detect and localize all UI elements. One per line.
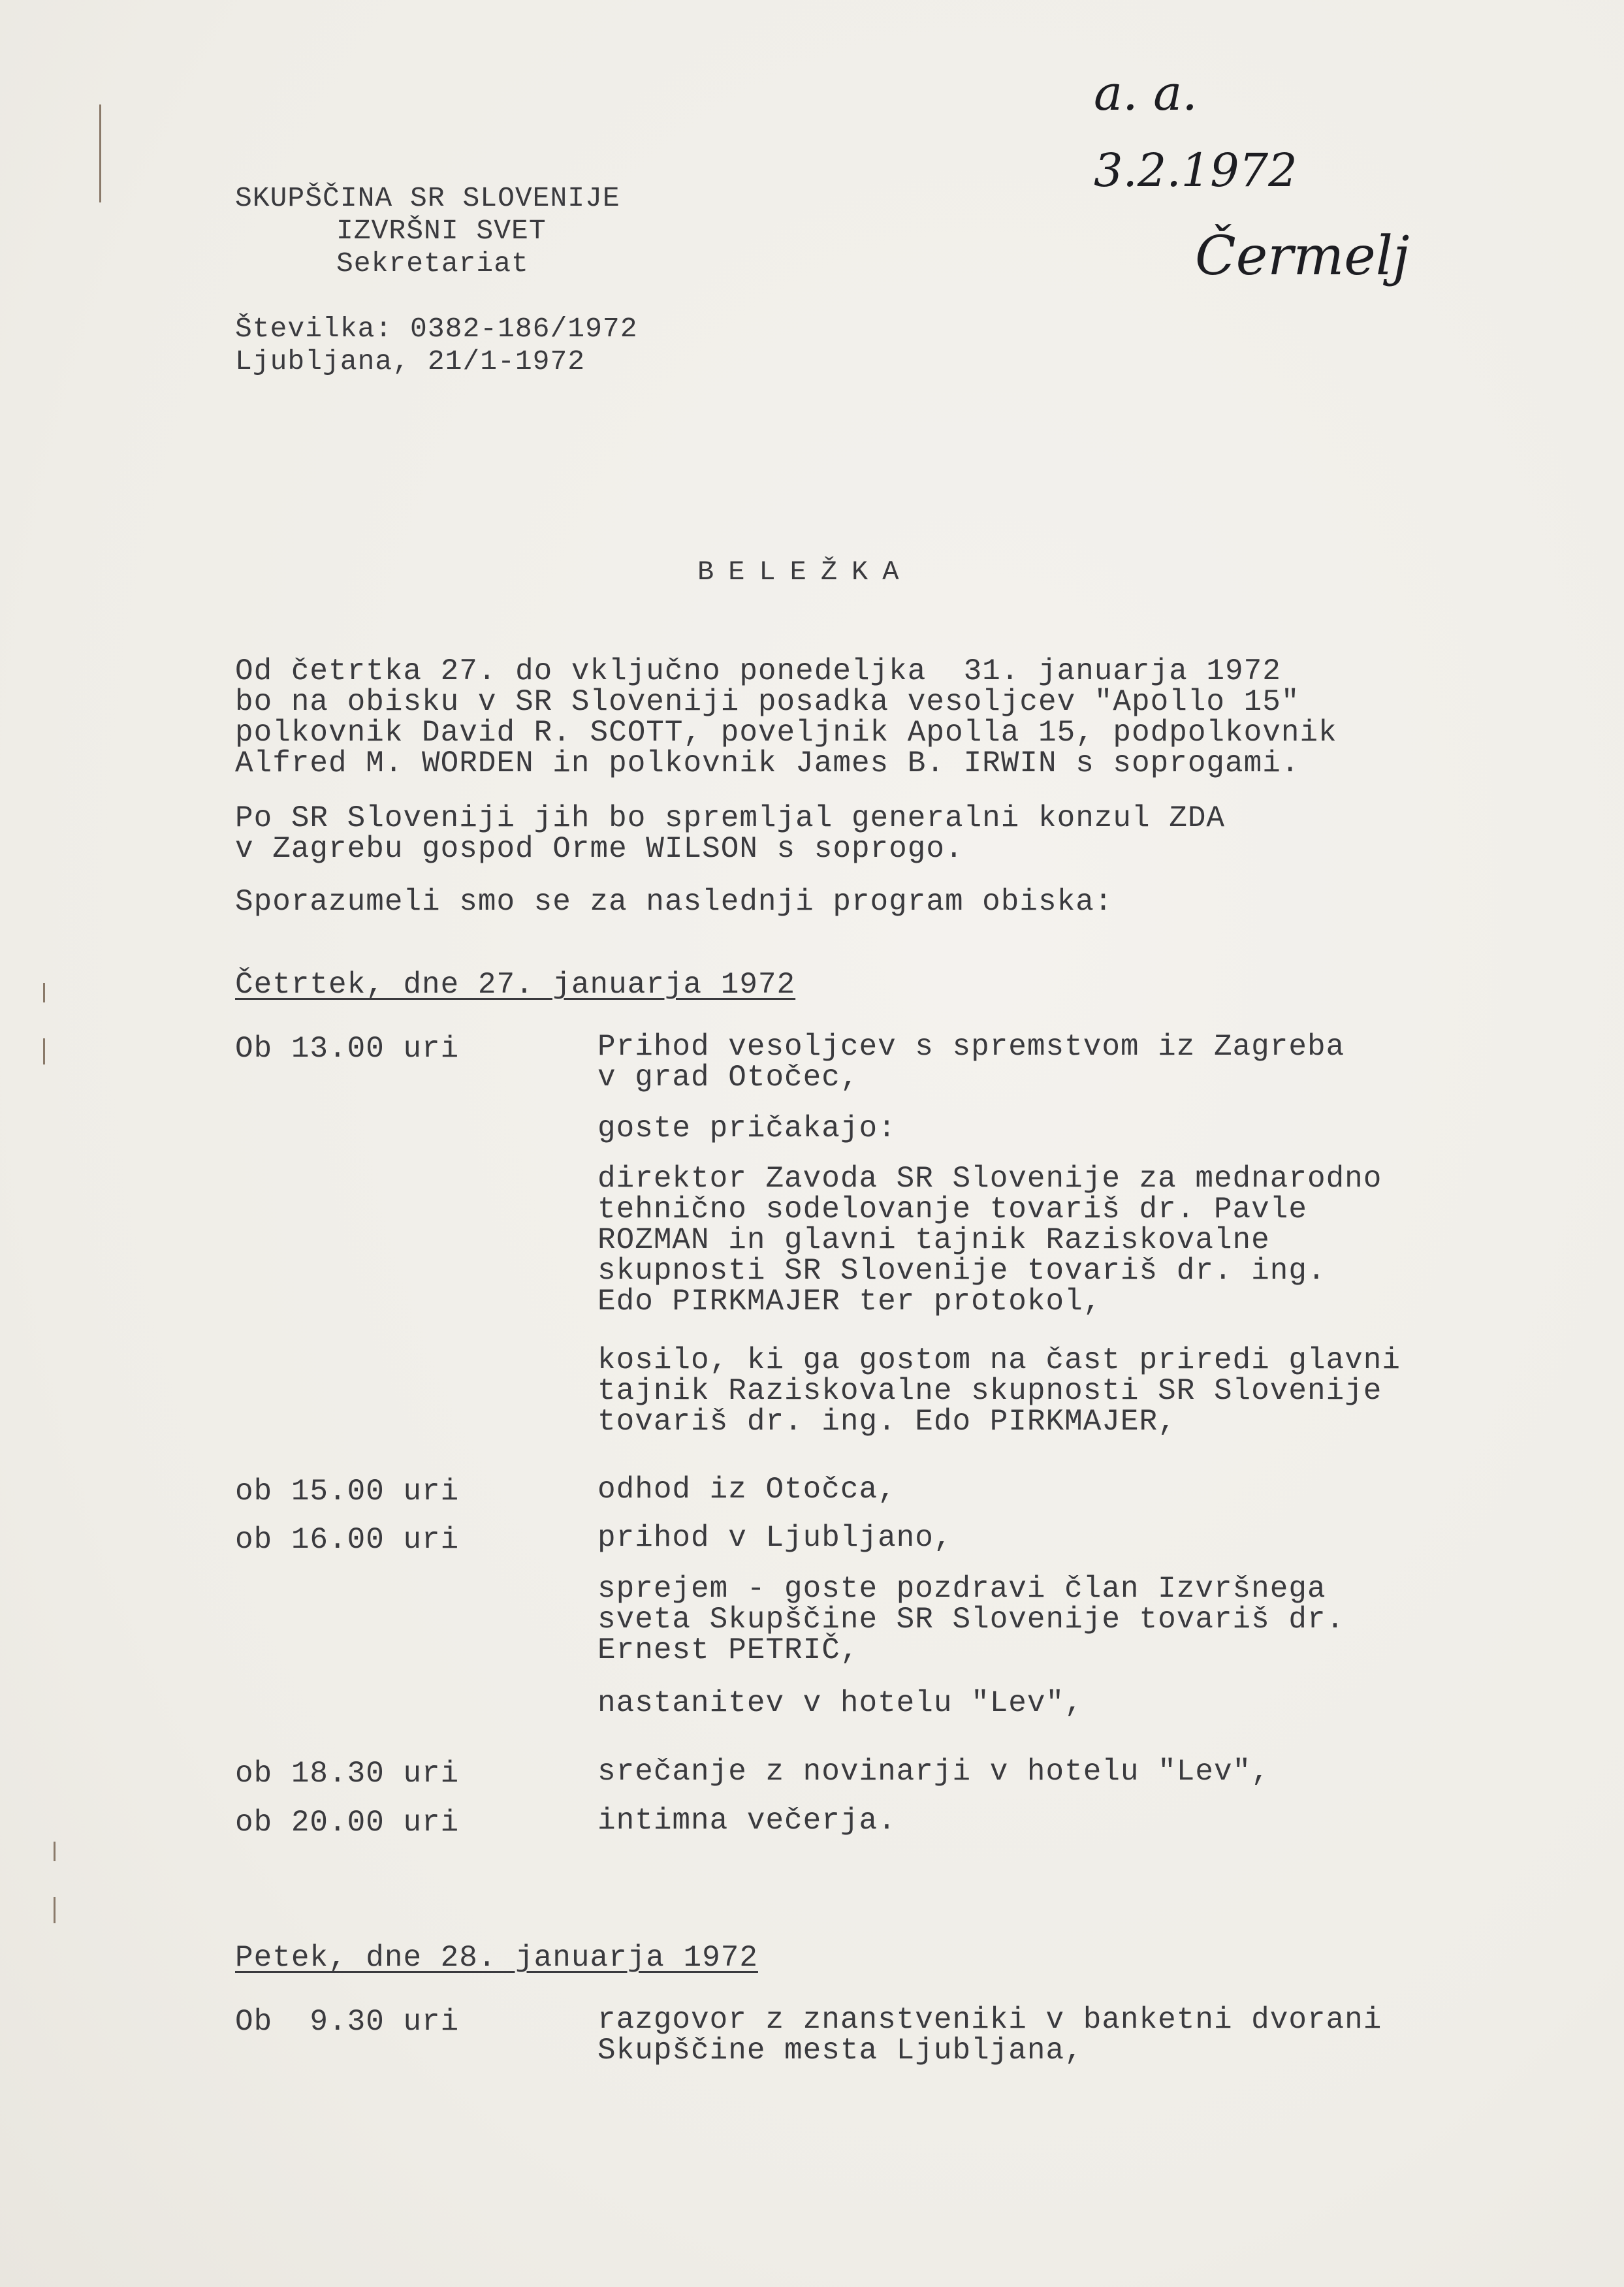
text-line: Prihod vesoljcev s spremstvom iz Zagreba [597, 1030, 1345, 1064]
text-line: intimna večerja. [597, 1804, 897, 1838]
handwritten-signature: Čermelj [1195, 225, 1410, 287]
text-line: goste pričakajo: [597, 1112, 897, 1145]
schedule-item [597, 1032, 1345, 1093]
schedule-item [597, 1523, 953, 1554]
text-line: skupnosti SR Slovenije tovariš dr. ing. [597, 1254, 1326, 1288]
margin-mark [54, 1897, 56, 1923]
text-line: bo na obisku v SR Sloveniji posadka vesoljcev "Apollo 15" [235, 685, 1300, 719]
schedule-time: ob 15.00 uri [235, 1475, 460, 1509]
handwritten-note-line1: a. a. [1094, 65, 1198, 121]
schedule-item [597, 1475, 897, 1505]
text-line: polkovnik David R. SCOTT, poveljnik Apolla 15, podpolkovnik [235, 716, 1337, 750]
place-date: Ljubljana, 21/1-1972 [235, 345, 586, 377]
org-line-1: SKUPŠČINA SR SLOVENIJE [235, 182, 620, 214]
text-line: razgovor z znanstveniki v banketni dvorani [597, 2003, 1382, 2037]
text-line: v Zagrebu gospod Orme WILSON s soprogo. [235, 832, 964, 866]
text-line: kosilo, ki ga gostom na čast priredi glavni [597, 1343, 1401, 1377]
document-title: BELEŽKA [697, 556, 914, 588]
text-line: tovariš dr. ing. Edo PIRKMAJER, [597, 1405, 1177, 1439]
document-number: Številka: 0382-186/1972 [235, 313, 638, 345]
margin-mark [43, 983, 45, 1002]
schedule-item [597, 1688, 1083, 1719]
text-line: Skupščine mesta Ljubljana, [597, 2034, 1083, 2068]
margin-mark [54, 1842, 56, 1861]
text-line: srečanje z novinarji v hotelu "Lev", [597, 1755, 1270, 1789]
schedule-item [597, 1164, 1382, 1317]
text-line: Edo PIRKMAJER ter protokol, [597, 1285, 1102, 1319]
schedule-time: ob 20.00 uri [235, 1806, 460, 1840]
text-line: sprejem - goste pozdravi član Izvršnega [597, 1572, 1326, 1606]
text-line: Ernest PETRIČ, [597, 1633, 859, 1667]
schedule-item [597, 2005, 1382, 2066]
schedule-item [597, 1757, 1270, 1787]
text-line: direktor Zavoda SR Slovenije za mednarodno [597, 1162, 1382, 1196]
schedule-time: Ob 13.00 uri [235, 1032, 460, 1066]
text-line: Po SR Sloveniji jih bo spremljal generalni konzul ZDA [235, 801, 1226, 835]
escort-paragraph [235, 803, 1225, 865]
day-heading-thursday: Četrtek, dne 27. januarja 1972 [235, 968, 796, 1002]
schedule-time: ob 18.30 uri [235, 1757, 460, 1791]
text-line: v grad Otočec, [597, 1061, 859, 1095]
intro-paragraph [235, 656, 1337, 779]
text-line: ROZMAN in glavni tajnik Raziskovalne [597, 1223, 1270, 1257]
schedule-time: Ob 9.30 uri [235, 2005, 460, 2039]
text-line: tehnično sodelovanje tovariš dr. Pavle [597, 1192, 1307, 1226]
schedule-item [597, 1345, 1401, 1437]
text-line: Alfred M. WORDEN in polkovnik James B. IRWIN s soprogami. [235, 746, 1300, 780]
org-line-2: IZVRŠNI SVET [336, 215, 547, 247]
org-line-3: Sekretariat [336, 248, 529, 280]
text-line: odhod iz Otočca, [597, 1473, 897, 1507]
program-intro [235, 887, 1113, 918]
day-heading-friday: Petek, dne 28. januarja 1972 [235, 1941, 758, 1975]
schedule-item [597, 1113, 897, 1144]
text-line: prihod v Ljubljano, [597, 1521, 953, 1555]
text-line: Od četrtka 27. do vključno ponedeljka 31. januarja 1972 [235, 654, 1281, 688]
schedule-item [597, 1574, 1345, 1666]
margin-mark [43, 1038, 45, 1064]
margin-mark [99, 104, 101, 202]
schedule-item [597, 1806, 897, 1836]
schedule-time: ob 16.00 uri [235, 1523, 460, 1557]
text-line: sveta Skupščine SR Slovenije tovariš dr. [597, 1603, 1345, 1637]
text-line: nastanitev v hotelu "Lev", [597, 1686, 1083, 1720]
text-line: tajnik Raziskovalne skupnosti SR Slovenije [597, 1374, 1382, 1408]
handwritten-date: 3.2.1972 [1094, 144, 1298, 197]
text-line: Sporazumeli smo se za naslednji program obiska: [235, 885, 1113, 919]
